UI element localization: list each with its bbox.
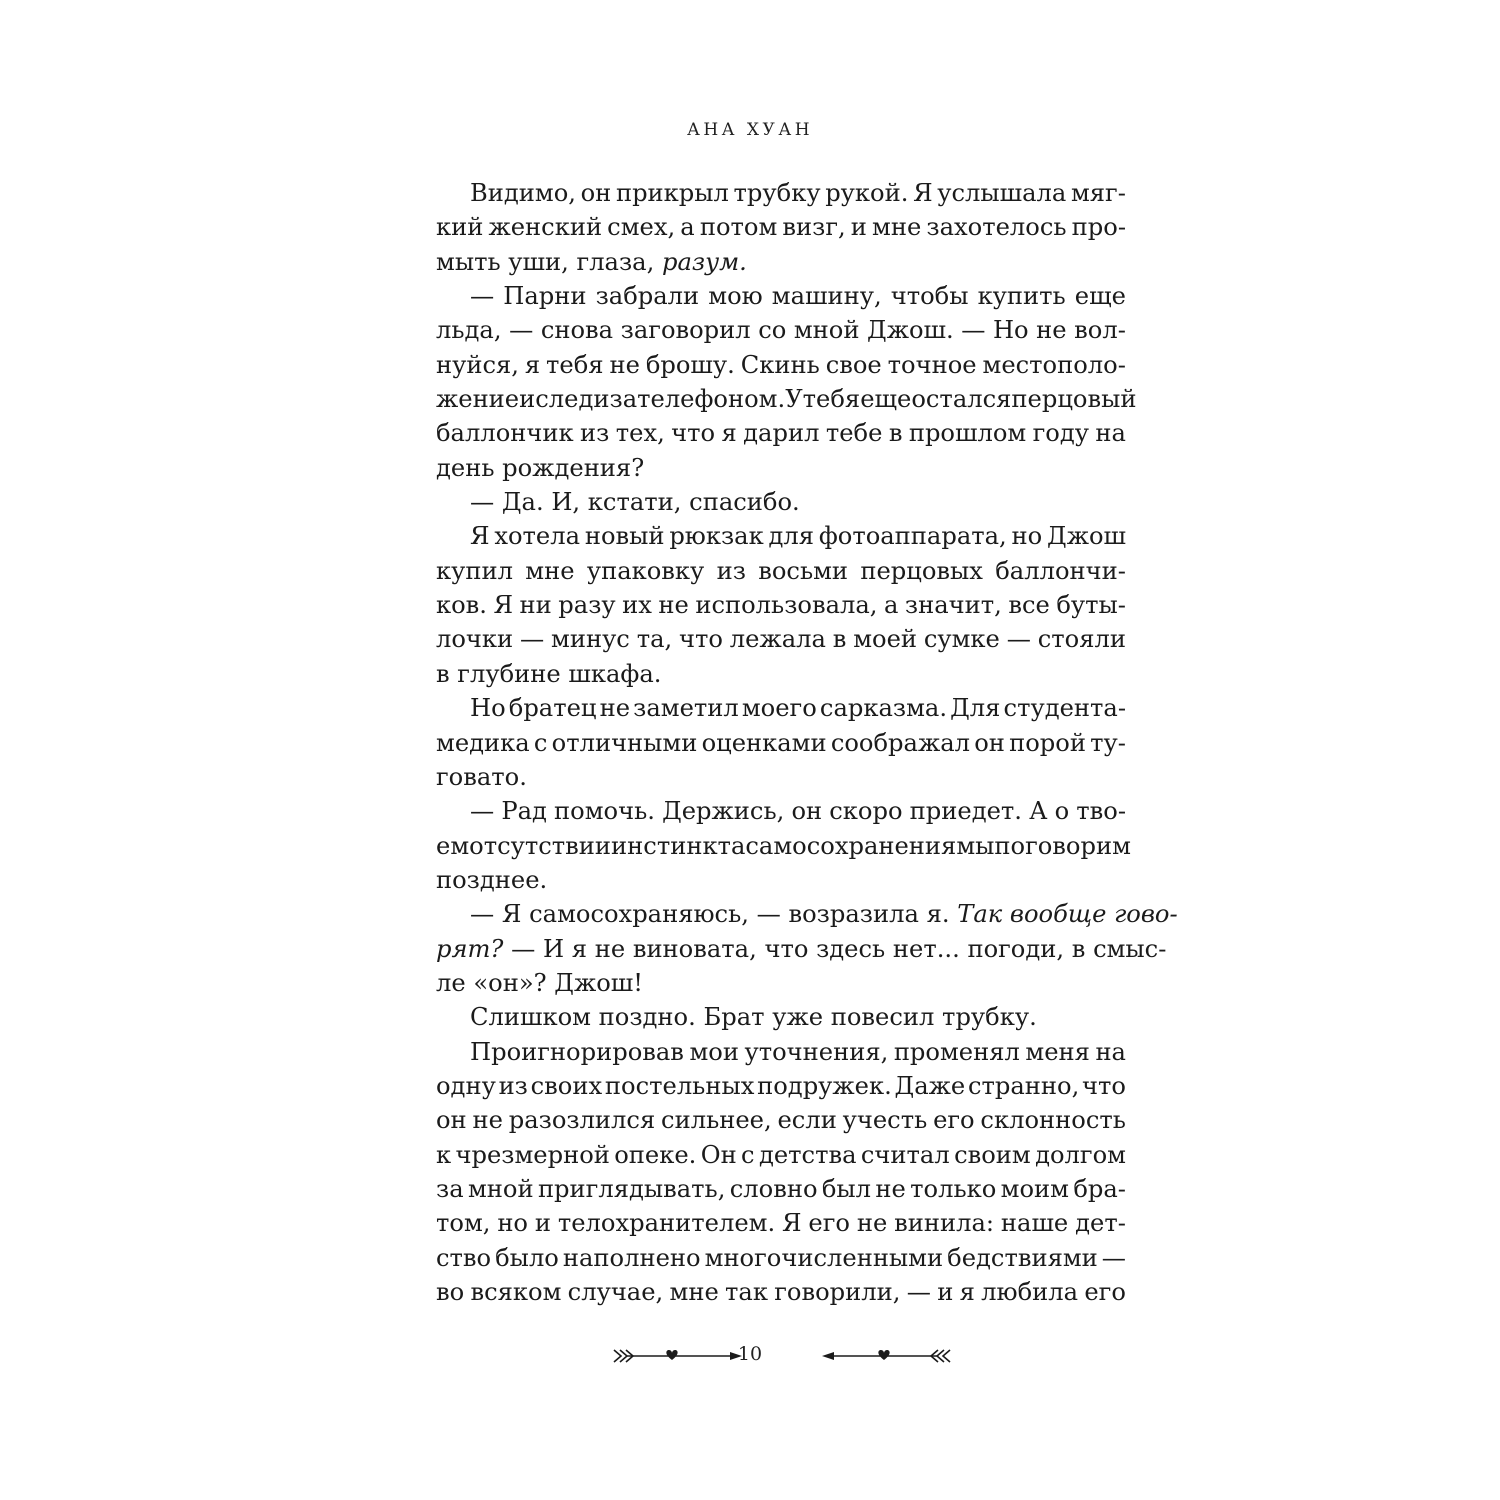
italic-text: рят?	[436, 934, 504, 963]
text-line: к чрезмерной опеке. Он с детства считал своим долгом	[436, 1140, 1126, 1169]
text-line: Проигнорировав мои уточнения, променял меня на	[470, 1037, 1126, 1066]
text-line	[436, 760, 1126, 794]
page-number: 10	[737, 1343, 763, 1365]
line-text: говато.	[436, 762, 527, 791]
text-line: льда, — снова заговорил со мной Джош. — Но не вол-	[436, 316, 1126, 345]
text-line	[436, 657, 1126, 691]
body-text	[436, 176, 1178, 1309]
text-line	[436, 966, 1126, 1000]
italic-text: Так вообще гово-	[957, 900, 1178, 929]
text-line	[436, 897, 1178, 931]
line-text: мыть уши, глаза,	[436, 247, 662, 276]
line-text: — Я самосохраняюсь, — возразила я.	[470, 900, 958, 929]
text-line	[436, 863, 1126, 897]
text-line: Я хотела новый рюкзак для фотоаппарата, но Джош	[470, 522, 1126, 551]
text-line: нуйся, я тебя не брошу. Скинь свое точное местополо-	[436, 350, 1126, 379]
text-line: лочки — минус та, что лежала в моей сумке — стояли	[436, 625, 1126, 654]
text-line: ство было наполнено многочисленными бедствиями —	[436, 1243, 1126, 1272]
line-text: — Да. И, кстати, спасибо.	[470, 488, 800, 517]
text-line: во всяком случае, мне так говорили, — и я любила его	[436, 1278, 1126, 1306]
text-line	[436, 245, 1126, 279]
text-line: кий женский смех, а потом визг, и мне захотелось про-	[436, 213, 1126, 242]
text-line	[436, 451, 1126, 485]
text-line: баллончик из тех, что я дарил тебе в прошлом году на	[436, 419, 1126, 448]
italic-text: разум.	[661, 247, 747, 276]
text-line: за мной приглядывать, словно был не только моим бра-	[436, 1174, 1126, 1203]
text-line: жение и следи за телефоном. У тебя еще остался перцовый	[436, 385, 1137, 414]
text-line: — Рад помочь. Держись, он скоро приедет. А о тво-	[470, 797, 1126, 826]
text-line: Видимо, он прикрыл трубку рукой. Я услышала мяг-	[470, 179, 1126, 207]
text-line: купил мне упаковку из восьми перцовых баллончи-	[436, 556, 1126, 585]
text-line: медика с отличными оценками соображал он порой ту-	[436, 728, 1126, 757]
text-line	[436, 932, 1167, 966]
text-line	[436, 485, 1126, 519]
line-text: день рождения?	[436, 453, 645, 482]
line-text: позднее.	[436, 865, 548, 894]
text-line: одну из своих постельных подружек. Даже странно, что	[436, 1071, 1126, 1100]
line-text: — И я не виновата, что здесь нет... погоди, в смыс-	[503, 934, 1167, 963]
text-line: ем отсутствии инстинкта самосохранения мы поговорим	[436, 831, 1131, 860]
text-line: ков. Я ни разу их не использовала, а значит, все буты-	[436, 591, 1126, 620]
text-line: том, но и телохранителем. Я его не винила: наше дет-	[436, 1209, 1126, 1238]
text-line: он не разозлился сильнее, если учесть его склонность	[436, 1106, 1126, 1135]
text-line: Но братец не заметил моего сарказма. Для студента-	[470, 694, 1126, 723]
running-head: АНА ХУАН	[686, 120, 814, 140]
line-text: в глубине шкафа.	[436, 659, 662, 688]
text-line: — Парни забрали мою машину, чтобы купить еще	[470, 282, 1126, 311]
page-footer	[0, 1336, 1500, 1376]
text-line	[436, 1000, 1126, 1034]
line-text: Слишком поздно. Брат уже повесил трубку.	[470, 1003, 1037, 1032]
line-text: ле «он»? Джош!	[436, 968, 643, 997]
right-arrow-ornament-icon	[812, 1344, 952, 1368]
